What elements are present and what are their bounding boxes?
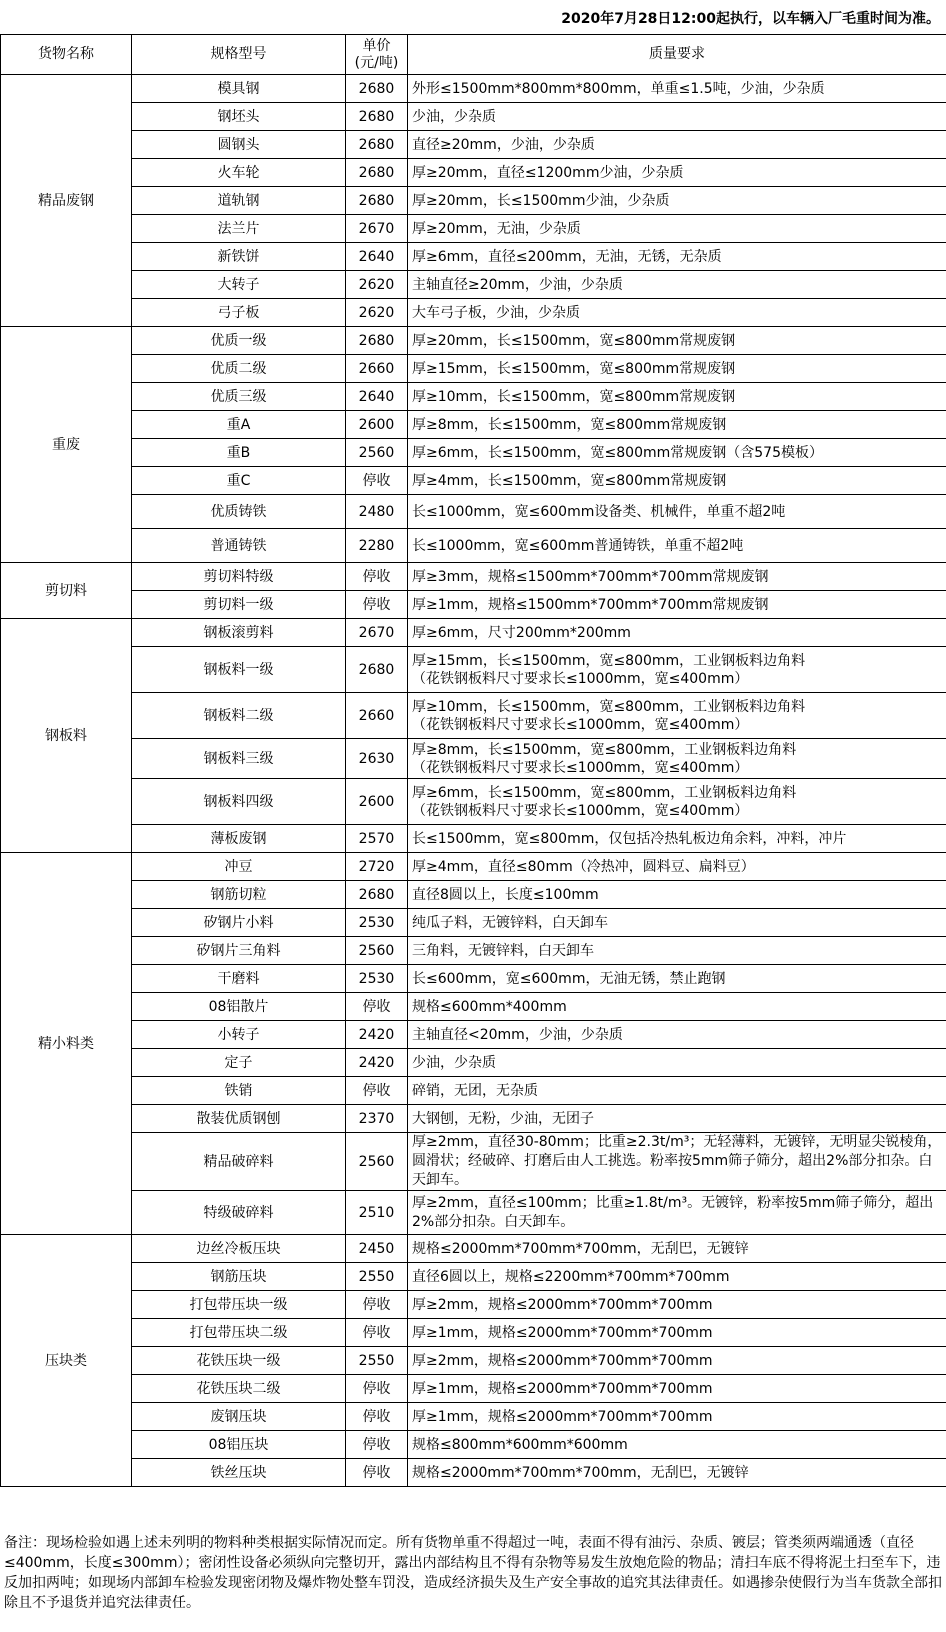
- spec-cell: 圆钢头: [132, 131, 346, 159]
- quality-line: 厚≥20mm，直径≤1200mm少油，少杂质: [412, 164, 684, 181]
- col-header-quality: 质量要求: [408, 35, 946, 75]
- price-cell: 2680: [346, 881, 408, 909]
- quality-cell: [408, 563, 946, 591]
- quality-line: 厚≥4mm，长≤1500mm，宽≤800mm常规废钢: [412, 472, 727, 489]
- quality-line: （花铁钢板料尺寸要求长≤1000mm，宽≤400mm）: [412, 759, 749, 776]
- quality-line: 厚≥1mm，规格≤2000mm*700mm*700mm: [412, 1408, 713, 1425]
- quality-cell: [408, 1049, 946, 1077]
- price-cell: 2630: [346, 739, 408, 779]
- quality-line: 厚≥2mm，直径≤100mm；比重≥1.8t/m³。无镀锌，粉率按5mm筛子筛分，超出2%部分扣杂。白天卸车。: [412, 1194, 934, 1230]
- table-row: [1, 131, 946, 159]
- quality-cell: [408, 215, 946, 243]
- table-row: [1, 1319, 946, 1347]
- price-cell: 2370: [346, 1105, 408, 1133]
- price-cell: 2680: [346, 647, 408, 693]
- quality-cell: [408, 1105, 946, 1133]
- quality-line: 大钢刨，无粉，少油，无团子: [412, 1110, 594, 1127]
- quality-line: 主轴直径≥20mm，少油，少杂质: [412, 276, 623, 293]
- quality-cell: [408, 825, 946, 853]
- quality-line: 厚≥1mm，规格≤2000mm*700mm*700mm: [412, 1324, 713, 1341]
- quality-line: 三角料，无镀锌料，白天卸车: [412, 942, 594, 959]
- quality-cell: [408, 75, 946, 103]
- quality-cell: [408, 243, 946, 271]
- quality-line: 长≤600mm，宽≤600mm，无油无锈，禁止跑钢: [412, 970, 726, 987]
- price-cell: 停收: [346, 467, 408, 495]
- quality-cell: [408, 909, 946, 937]
- price-cell: 2680: [346, 159, 408, 187]
- table-row: [1, 1235, 946, 1263]
- price-cell: 2620: [346, 271, 408, 299]
- table-row: [1, 693, 946, 739]
- quality-cell: [408, 1319, 946, 1347]
- table-row: [1, 467, 946, 495]
- spec-cell: 08铝散片: [132, 993, 346, 1021]
- quality-line: 厚≥6mm，长≤1500mm，宽≤800mm，工业钢板料边角料: [412, 784, 797, 801]
- quality-cell: [408, 131, 946, 159]
- spec-cell: 优质铸铁: [132, 495, 346, 529]
- quality-line: 厚≥3mm，规格≤1500mm*700mm*700mm常规废钢: [412, 568, 769, 585]
- spec-cell: 重A: [132, 411, 346, 439]
- col-header-price: [346, 35, 408, 75]
- table-row: [1, 591, 946, 619]
- spec-cell: 大转子: [132, 271, 346, 299]
- quality-cell: [408, 1133, 946, 1191]
- price-cell: 2680: [346, 131, 408, 159]
- table-row: [1, 103, 946, 131]
- category-cell: 压块类: [1, 1235, 132, 1487]
- table-row: [1, 647, 946, 693]
- quality-line: 厚≥15mm，长≤1500mm，宽≤800mm，工业钢板料边角料: [412, 652, 806, 669]
- table-row: [1, 1431, 946, 1459]
- spec-cell: 冲豆: [132, 853, 346, 881]
- price-cell: 2530: [346, 909, 408, 937]
- table-row: [1, 439, 946, 467]
- spec-cell: 弓子板: [132, 299, 346, 327]
- quality-cell: [408, 439, 946, 467]
- table-row: [1, 993, 946, 1021]
- spec-cell: 火车轮: [132, 159, 346, 187]
- spec-cell: 模具钢: [132, 75, 346, 103]
- price-table-body: [1, 75, 946, 1487]
- price-cell: 2680: [346, 103, 408, 131]
- quality-line: 厚≥20mm，长≤1500mm少油，少杂质: [412, 192, 670, 209]
- quality-cell: [408, 779, 946, 825]
- price-cell: 2420: [346, 1021, 408, 1049]
- price-cell: 2640: [346, 383, 408, 411]
- quality-line: （花铁钢板料尺寸要求长≤1000mm，宽≤400mm）: [412, 802, 749, 819]
- table-row: [1, 355, 946, 383]
- col-header-price-line2: (元/吨): [354, 54, 399, 71]
- quality-cell: [408, 1459, 946, 1487]
- price-cell: 2480: [346, 495, 408, 529]
- table-row: [1, 215, 946, 243]
- spec-cell: 矽钢片三角料: [132, 937, 346, 965]
- table-row: [1, 1105, 946, 1133]
- spec-cell: 定子: [132, 1049, 346, 1077]
- spec-cell: 边丝冷板压块: [132, 1235, 346, 1263]
- quality-cell: [408, 693, 946, 739]
- table-row: [1, 881, 946, 909]
- spec-cell: 花铁压块一级: [132, 1347, 346, 1375]
- price-cell: 2510: [346, 1191, 408, 1235]
- spec-cell: 新铁饼: [132, 243, 346, 271]
- quality-line: 大车弓子板，少油，少杂质: [412, 304, 580, 321]
- category-cell: 精小料类: [1, 853, 132, 1235]
- price-cell: 2680: [346, 187, 408, 215]
- quality-line: 纯瓜子料，无镀锌料，白天卸车: [412, 914, 608, 931]
- quality-cell: [408, 411, 946, 439]
- spec-cell: 铁丝压块: [132, 1459, 346, 1487]
- spec-cell: 钢板料四级: [132, 779, 346, 825]
- price-cell: 停收: [346, 1291, 408, 1319]
- spec-cell: 普通铸铁: [132, 529, 346, 563]
- price-cell: 停收: [346, 1459, 408, 1487]
- quality-line: 少油，少杂质: [412, 108, 496, 125]
- quality-line: 厚≥1mm，规格≤1500mm*700mm*700mm常规废钢: [412, 596, 769, 613]
- price-cell: 停收: [346, 591, 408, 619]
- spec-cell: 精品破碎料: [132, 1133, 346, 1191]
- price-cell: 2640: [346, 243, 408, 271]
- quality-cell: [408, 591, 946, 619]
- table-row: [1, 937, 946, 965]
- table-row: [1, 159, 946, 187]
- price-cell: 2670: [346, 619, 408, 647]
- price-cell: 2660: [346, 693, 408, 739]
- quality-line: 长≤1500mm，宽≤800mm，仅包括冷热轧板边角余料，冲料，冲片: [412, 830, 847, 847]
- spec-cell: 钢筋压块: [132, 1263, 346, 1291]
- table-row: [1, 271, 946, 299]
- table-row: [1, 853, 946, 881]
- table-row: [1, 327, 946, 355]
- quality-line: 规格≤2000mm*700mm*700mm，无刮巴，无镀锌: [412, 1464, 749, 1481]
- price-cell: 停收: [346, 1319, 408, 1347]
- table-row: [1, 619, 946, 647]
- col-header-price-line1: 单价: [362, 37, 391, 54]
- spec-cell: 重B: [132, 439, 346, 467]
- spec-cell: 优质一级: [132, 327, 346, 355]
- spec-cell: 薄板废钢: [132, 825, 346, 853]
- price-cell: 2550: [346, 1347, 408, 1375]
- spec-cell: 优质三级: [132, 383, 346, 411]
- price-table: [0, 34, 946, 1487]
- quality-line: 碎销，无团，无杂质: [412, 1082, 538, 1099]
- table-row: [1, 779, 946, 825]
- quality-line: 厚≥2mm，规格≤2000mm*700mm*700mm: [412, 1352, 713, 1369]
- quality-cell: [408, 383, 946, 411]
- quality-line: 厚≥10mm，长≤1500mm，宽≤800mm，工业钢板料边角料: [412, 698, 806, 715]
- category-cell: 精品废钢: [1, 75, 132, 327]
- quality-cell: [408, 965, 946, 993]
- price-cell: 停收: [346, 563, 408, 591]
- quality-line: 厚≥6mm，直径≤200mm，无油，无锈，无杂质: [412, 248, 722, 265]
- price-cell: 2560: [346, 937, 408, 965]
- table-row: [1, 1459, 946, 1487]
- quality-line: 外形≤1500mm*800mm*800mm，单重≤1.5吨，少油，少杂质: [412, 80, 825, 97]
- quality-cell: [408, 1403, 946, 1431]
- quality-cell: [408, 271, 946, 299]
- quality-line: 厚≥2mm，规格≤2000mm*700mm*700mm: [412, 1296, 713, 1313]
- quality-line: 直径≥20mm，少油，少杂质: [412, 136, 595, 153]
- quality-cell: [408, 1235, 946, 1263]
- category-cell: 重废: [1, 327, 132, 563]
- spec-cell: 08铝压块: [132, 1431, 346, 1459]
- quality-line: 长≤1000mm，宽≤600mm设备类、机械件，单重不超2吨: [412, 503, 786, 520]
- price-cell: 2280: [346, 529, 408, 563]
- table-row: [1, 1263, 946, 1291]
- spec-cell: 钢板料一级: [132, 647, 346, 693]
- table-row: [1, 383, 946, 411]
- price-cell: 2720: [346, 853, 408, 881]
- price-cell: 2620: [346, 299, 408, 327]
- quality-cell: [408, 1375, 946, 1403]
- quality-line: 厚≥2mm，直径30-80mm；比重≥2.3t/m³；无轻薄料，无镀锌，无明显尖锐棱角，圆滑状；经破碎、打磨后由人工挑选。粉率按5mm筛子筛分，超出2%部分扣杂。白天卸车。: [412, 1134, 942, 1188]
- table-row: [1, 299, 946, 327]
- table-row: [1, 965, 946, 993]
- table-row: [1, 1291, 946, 1319]
- price-cell: 2550: [346, 1263, 408, 1291]
- price-cell: 2680: [346, 327, 408, 355]
- quality-line: 厚≥15mm，长≤1500mm，宽≤800mm常规废钢: [412, 360, 736, 377]
- quality-cell: [408, 467, 946, 495]
- quality-cell: [408, 993, 946, 1021]
- spec-cell: 剪切料特级: [132, 563, 346, 591]
- quality-cell: [408, 619, 946, 647]
- quality-line: 厚≥10mm，长≤1500mm，宽≤800mm常规废钢: [412, 388, 736, 405]
- table-row: [1, 739, 946, 779]
- table-row: [1, 495, 946, 529]
- quality-cell: [408, 739, 946, 779]
- quality-line: 厚≥4mm，直径≤80mm（冷热冲，圆料豆、扁料豆）: [412, 858, 755, 875]
- spec-cell: 特级破碎料: [132, 1191, 346, 1235]
- footer-note: 备注：现场检验如遇上述未列明的物料种类根据实际情况而定。所有货物单重不得超过一吨，表面不得有油污、杂质、镀层；管类须两端通透（直径≤400mm，长度≤300mm）；密闭性设备必须纵向完整切开，露出内部结构且不得有杂物等易发生放炮危险的物品；清扫车底不得将泥土扫至车下，违反加扣两吨；如现场内部卸车检验发现密闭物及爆炸物处整车罚没，造成经济损失及生产安全事故的追究其法律责任。如遇掺杂使假行为当车货款全部扣除且不予退货并追究法律责任。: [4, 1535, 942, 1611]
- quality-line: 厚≥8mm，长≤1500mm，宽≤800mm常规废钢: [412, 416, 727, 433]
- header-row: [1, 35, 946, 75]
- quality-cell: [408, 495, 946, 529]
- quality-line: 长≤1000mm，宽≤600mm普通铸铁，单重不超2吨: [412, 537, 744, 554]
- spec-cell: 干磨料: [132, 965, 346, 993]
- spec-cell: 钢板料二级: [132, 693, 346, 739]
- spec-cell: 打包带压块二级: [132, 1319, 346, 1347]
- table-row: [1, 1375, 946, 1403]
- table-row: [1, 1077, 946, 1105]
- quality-cell: [408, 103, 946, 131]
- table-row: [1, 187, 946, 215]
- quality-line: 规格≤2000mm*700mm*700mm，无刮巴，无镀锌: [412, 1240, 749, 1257]
- table-row: [1, 411, 946, 439]
- category-cell: 剪切料: [1, 563, 132, 619]
- quality-line: 直径8圆以上，长度≤100mm: [412, 886, 599, 903]
- price-cell: 停收: [346, 993, 408, 1021]
- price-cell: 2680: [346, 75, 408, 103]
- spec-cell: 钢板滚剪料: [132, 619, 346, 647]
- quality-cell: [408, 1191, 946, 1235]
- quality-line: 规格≤800mm*600mm*600mm: [412, 1436, 628, 1453]
- quality-cell: [408, 327, 946, 355]
- quality-line: （花铁钢板料尺寸要求长≤1000mm，宽≤400mm）: [412, 670, 749, 687]
- quality-cell: [408, 1291, 946, 1319]
- spec-cell: 法兰片: [132, 215, 346, 243]
- price-cell: 停收: [346, 1375, 408, 1403]
- quality-line: 厚≥1mm，规格≤2000mm*700mm*700mm: [412, 1380, 713, 1397]
- quality-cell: [408, 529, 946, 563]
- quality-cell: [408, 355, 946, 383]
- table-row: [1, 1347, 946, 1375]
- spec-cell: 剪切料一级: [132, 591, 346, 619]
- quality-cell: [408, 1347, 946, 1375]
- quality-cell: [408, 187, 946, 215]
- price-cell: 2570: [346, 825, 408, 853]
- quality-cell: [408, 1263, 946, 1291]
- table-row: [1, 1133, 946, 1191]
- table-row: [1, 75, 946, 103]
- quality-line: （花铁钢板料尺寸要求长≤1000mm，宽≤400mm）: [412, 716, 749, 733]
- spec-cell: 铁销: [132, 1077, 346, 1105]
- quality-cell: [408, 853, 946, 881]
- price-cell: 2560: [346, 439, 408, 467]
- spec-cell: 废钢压块: [132, 1403, 346, 1431]
- spec-cell: 重C: [132, 467, 346, 495]
- price-cell: 停收: [346, 1077, 408, 1105]
- spec-cell: 散装优质钢刨: [132, 1105, 346, 1133]
- table-row: [1, 1049, 946, 1077]
- quality-line: 厚≥20mm，长≤1500mm，宽≤800mm常规废钢: [412, 332, 736, 349]
- quality-line: 直径6圆以上，规格≤2200mm*700mm*700mm: [412, 1268, 730, 1285]
- quality-cell: [408, 881, 946, 909]
- quality-line: 规格≤600mm*400mm: [412, 998, 567, 1015]
- price-cell: 2450: [346, 1235, 408, 1263]
- quality-line: 厚≥20mm，无油，少杂质: [412, 220, 581, 237]
- table-row: [1, 243, 946, 271]
- table-row: [1, 563, 946, 591]
- quality-line: 厚≥6mm，长≤1500mm，宽≤800mm常规废钢（含575模板）: [412, 444, 823, 461]
- price-cell: 停收: [346, 1431, 408, 1459]
- spec-cell: 钢板料三级: [132, 739, 346, 779]
- table-row: [1, 1191, 946, 1235]
- spec-cell: 矽钢片小料: [132, 909, 346, 937]
- table-row: [1, 825, 946, 853]
- price-cell: 停收: [346, 1403, 408, 1431]
- price-cell: 2600: [346, 411, 408, 439]
- category-cell: 钢板料: [1, 619, 132, 853]
- quality-line: 厚≥8mm，长≤1500mm，宽≤800mm，工业钢板料边角料: [412, 741, 797, 758]
- quality-cell: [408, 159, 946, 187]
- spec-cell: 优质二级: [132, 355, 346, 383]
- price-cell: 2530: [346, 965, 408, 993]
- spec-cell: 钢坯头: [132, 103, 346, 131]
- price-cell: 2670: [346, 215, 408, 243]
- col-header-name: 货物名称: [1, 35, 132, 75]
- table-row: [1, 1021, 946, 1049]
- spec-cell: 小转子: [132, 1021, 346, 1049]
- quality-cell: [408, 299, 946, 327]
- quality-line: 主轴直径<20mm，少油，少杂质: [412, 1026, 623, 1043]
- quality-cell: [408, 1077, 946, 1105]
- quality-cell: [408, 647, 946, 693]
- price-cell: 2600: [346, 779, 408, 825]
- spec-cell: 花铁压块二级: [132, 1375, 346, 1403]
- col-header-spec: 规格型号: [132, 35, 346, 75]
- quality-cell: [408, 1021, 946, 1049]
- spec-cell: 钢筋切粒: [132, 881, 346, 909]
- spec-cell: 打包带压块一级: [132, 1291, 346, 1319]
- quality-cell: [408, 937, 946, 965]
- quality-line: 少油，少杂质: [412, 1054, 496, 1071]
- price-cell: 2560: [346, 1133, 408, 1191]
- spec-cell: 道轨钢: [132, 187, 346, 215]
- table-row: [1, 909, 946, 937]
- table-row: [1, 1403, 946, 1431]
- quality-line: 厚≥6mm，尺寸200mm*200mm: [412, 624, 631, 641]
- table-row: [1, 529, 946, 563]
- quality-cell: [408, 1431, 946, 1459]
- effective-notice: 2020年7月28日12:00起执行，以车辆入厂毛重时间为准。: [561, 11, 940, 27]
- price-cell: 2660: [346, 355, 408, 383]
- price-cell: 2420: [346, 1049, 408, 1077]
